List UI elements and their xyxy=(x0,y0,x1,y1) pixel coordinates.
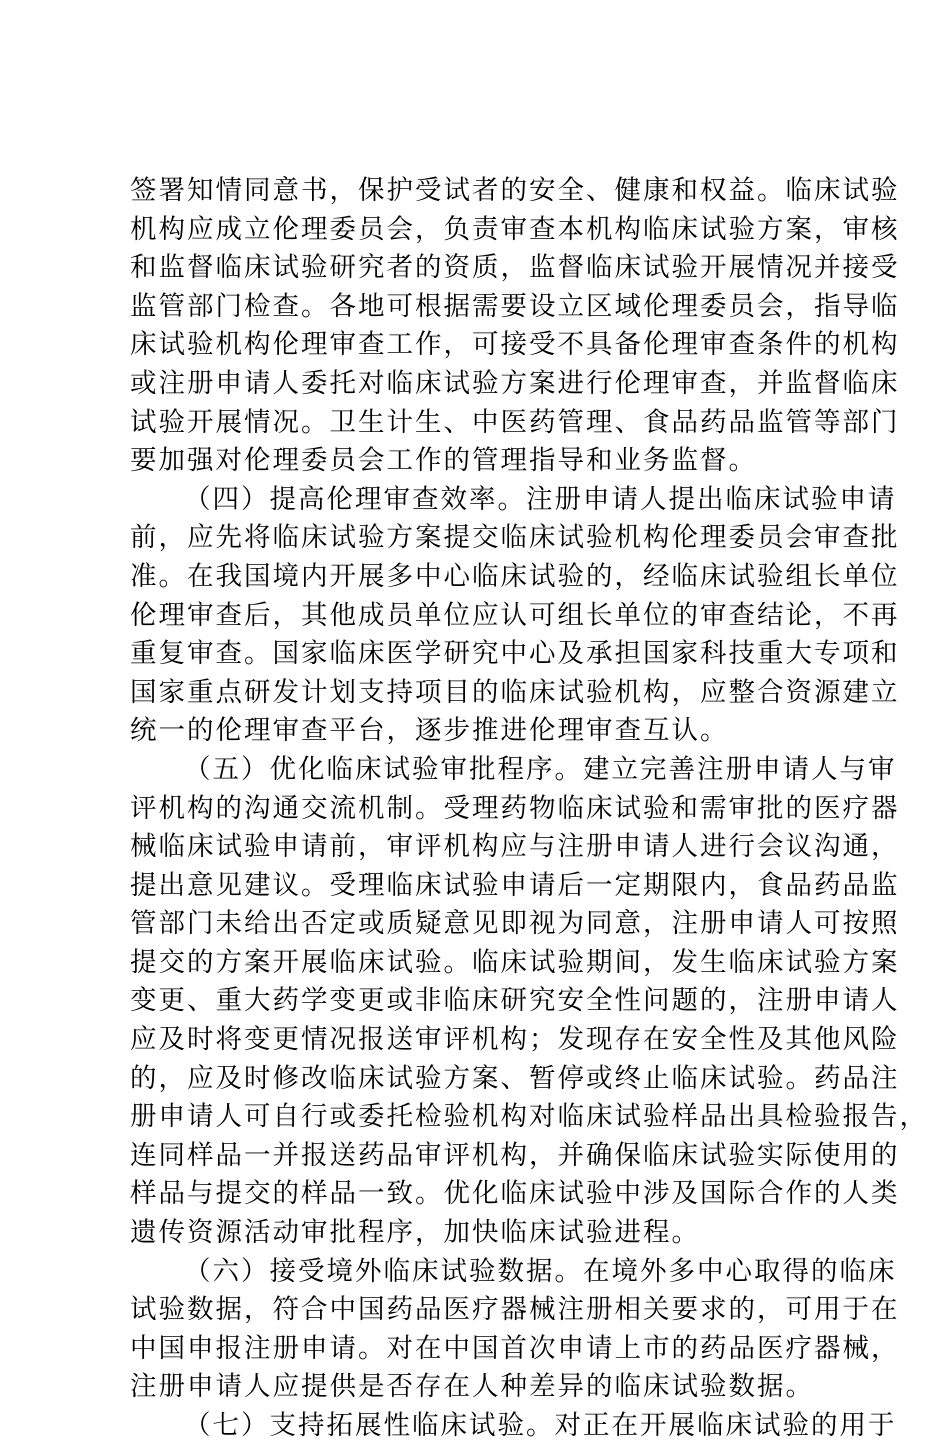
text-line: 应及时将变更情况报送审评机构；发现存在安全性及其他风险 xyxy=(130,1024,900,1056)
paragraph-heading-7: （七）支持拓展性临床试验。对正在开展临床试验的用于 xyxy=(184,1410,897,1441)
text-line: 管部门未给出否定或质疑意见即视为同意，注册申请人可按照 xyxy=(130,908,900,940)
text-line: 评机构的沟通交流机制。受理药物临床试验和需审批的医疗器 xyxy=(130,792,900,824)
text-line: 前，应先将临床试验方案提交临床试验机构伦理委员会审查批 xyxy=(130,522,900,554)
text-line: 连同样品一并报送药品审评机构，并确保临床试验实际使用的 xyxy=(130,1139,900,1171)
text-line: 试验数据，符合中国药品医疗器械注册相关要求的，可用于在 xyxy=(130,1294,900,1326)
text-line: 床试验机构伦理审查工作，可接受不具备伦理审查条件的机构 xyxy=(130,329,900,361)
text-line: 或注册申请人委托对临床试验方案进行伦理审查，并监督临床 xyxy=(130,367,900,399)
text-line: 变更、重大药学变更或非临床研究安全性问题的，注册申请人 xyxy=(130,985,900,1017)
text-line: 样品与提交的样品一致。优化临床试验中涉及国际合作的人类 xyxy=(130,1178,900,1210)
text-line: 提交的方案开展临床试验。临床试验期间，发生临床试验方案 xyxy=(130,946,900,978)
text-line: 统一的伦理审查平台，逐步推进伦理审查互认。 xyxy=(130,715,729,747)
paragraph-heading-4: （四）提高伦理审查效率。注册申请人提出临床试验申请 xyxy=(184,483,897,515)
text-line: 册申请人可自行或委托检验机构对临床试验样品出具检验报告， xyxy=(130,1101,928,1133)
text-line: 机构应成立伦理委员会，负责审查本机构临床试验方案，审核 xyxy=(130,213,900,245)
text-line: 签署知情同意书，保护受试者的安全、健康和权益。临床试验 xyxy=(130,175,900,206)
text-line: 试验开展情况。卫生计生、中医药管理、食品药品监管等部门 xyxy=(130,406,900,438)
text-line: 械临床试验申请前，审评机构应与注册申请人进行会议沟通， xyxy=(130,831,900,863)
text-line: 国家重点研发计划支持项目的临床试验机构，应整合资源建立 xyxy=(130,676,900,708)
text-line: 重复审查。国家临床医学研究中心及承担国家科技重大专项和 xyxy=(130,638,900,670)
text-line: 和监督临床试验研究者的资质，监督临床试验开展情况并接受 xyxy=(130,252,900,284)
text-line: 监管部门检查。各地可根据需要设立区域伦理委员会，指导临 xyxy=(130,290,900,322)
text-line: 的，应及时修改临床试验方案、暂停或终止临床试验。药品注 xyxy=(130,1062,900,1094)
text-line: 要加强对伦理委员会工作的管理指导和业务监督。 xyxy=(130,445,757,477)
paragraph-heading-5: （五）优化临床试验审批程序。建立完善注册申请人与审 xyxy=(184,753,897,785)
text-line: 提出意见建议。受理临床试验申请后一定期限内，食品药品监 xyxy=(130,869,900,901)
paragraph-heading-6: （六）接受境外临床试验数据。在境外多中心取得的临床 xyxy=(184,1255,897,1287)
text-line: 中国申报注册申请。对在中国首次申请上市的药品医疗器械， xyxy=(130,1332,900,1364)
text-line: 遗传资源活动审批程序，加快临床试验进程。 xyxy=(130,1217,700,1249)
body-text xyxy=(130,172,928,1446)
text-line: 伦理审查后，其他成员单位应认可组长单位的审查结论，不再 xyxy=(130,599,900,631)
text-line: 准。在我国境内开展多中心临床试验的，经临床试验组长单位 xyxy=(130,560,900,592)
text-line: 注册申请人应提供是否存在人种差异的临床试验数据。 xyxy=(130,1371,814,1403)
